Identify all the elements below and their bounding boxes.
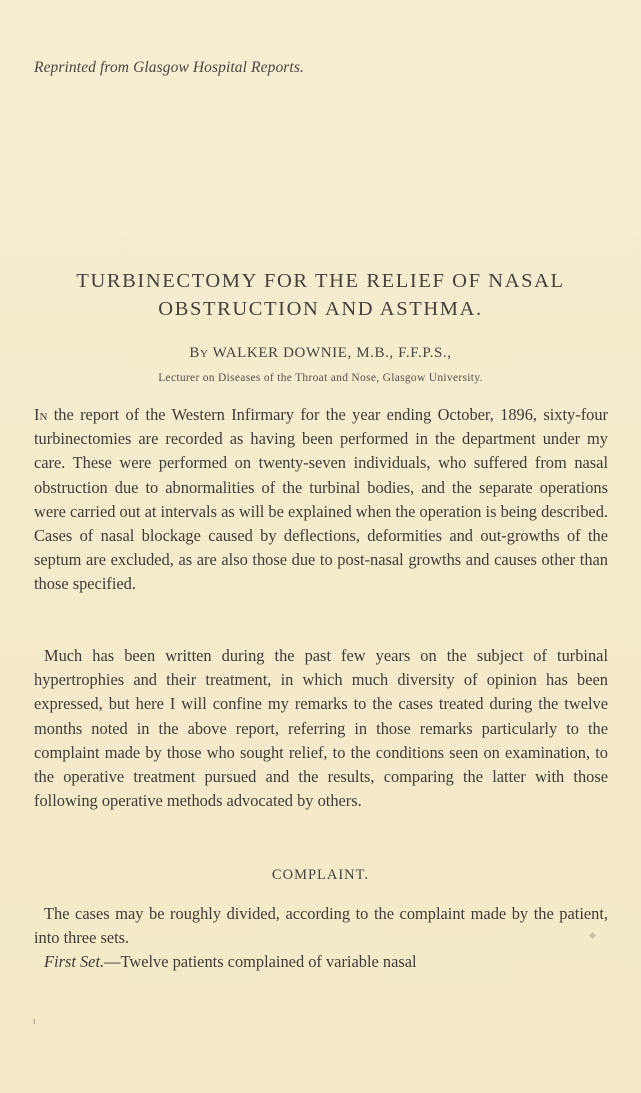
reprint-note: Reprinted from Glasgow Hospital Reports. [34,59,304,76]
paragraph-discussion-text: Much has been written during the past few years on the subject of turbinal hypertrophies and their treatment, in which much diversity of opinion has been expressed, but here I will confine my remarks to the cases treated during the twelve months noted in the above report, referring in those remarks particularly to the complaint made by those who sought relief, to the conditions seen on examination, to the operative treatment pursued and the results, comparing the latter with those following operative methods advocated by others. [34,646,608,811]
byline-prefix: By [189,345,209,361]
first-set-text: —Twelve patients complained of variable nasal [104,952,417,971]
author-byline [20,345,621,362]
paragraph-intro-text: the report of the Western Infirmary for the year ending October, 1896, sixty-four turbinectomies are recorded as having been performed in the department under my care. These were performed on twenty-seven individuals, who suffered from nasal obstruction due to abnormalities of the turbinal bodies, and the separate operations were carried out at intervals as will be explained when the operation is being described. Cases of nasal blockage caused by deflections, deformities and out-growths of the septum are excluded, as are also those due to post-nasal growths and causes other than those specified. [34,405,608,594]
author-affiliation: Lecturer on Diseases of the Throat and Nose, Glasgow University. [158,372,483,384]
paragraph-discussion [34,644,608,813]
article-title-line-1: TURBINECTOMY FOR THE RELIEF OF NASAL [76,270,565,292]
paragraph-first-set [34,950,608,974]
article-title-line-2: OBSTRUCTION AND ASTHMA. [158,298,483,320]
stray-ink-mark: ɪ [33,1016,36,1026]
paragraph-lead-word: In [34,405,48,424]
paragraph-complaint [34,902,608,950]
section-heading-complaint: COMPLAINT. [271,867,370,883]
paragraph-complaint-text: The cases may be roughly divided, according to the complaint made by the patient, into three sets. [34,904,608,948]
paragraph-intro [34,403,608,597]
author-name: WALKER DOWNIE, M.B., F.F.P.S., [212,345,452,361]
first-set-label: First Set. [44,952,105,971]
